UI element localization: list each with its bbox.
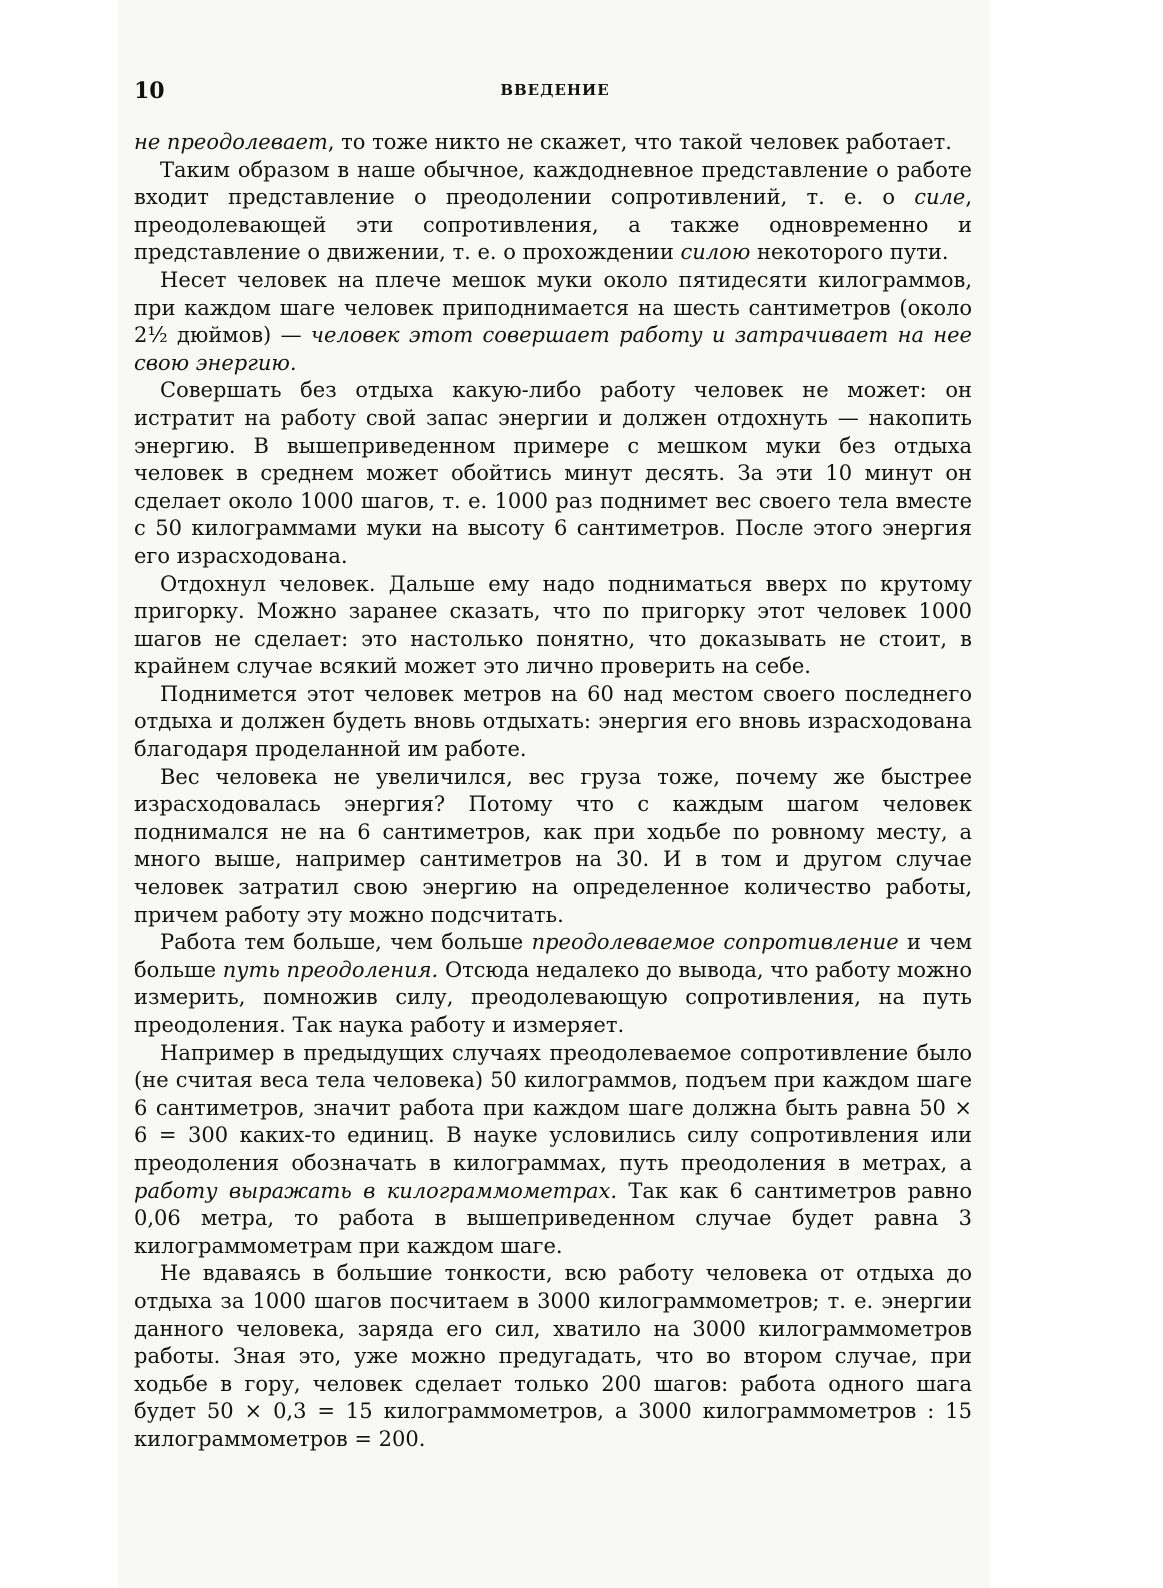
paragraph <box>134 764 972 930</box>
text-run: Совершать без отдыха какую-либо работу человек не может: он истратит на работу свой запас энергии и должен отдохнуть — накопить энергию. В вышеприведенном примере с мешком муки без отдыха человек в среднем может обойтись минут десять. За эти 10 минут он сделает около 1000 шагов, т. е. 1000 раз поднимет вес своего тела вместе с 50 килограммами муки на высоту 6 сантиметров. После этого энергия его израсходована. <box>134 378 972 568</box>
text-run: Отсюда недалеко до вывода, что работу можно измерить, помножив силу, преодолевающую сопротивления, на путь преодоления. Так наука работу и измеряет. <box>134 957 972 1037</box>
running-title: ВВЕДЕНИЕ <box>500 81 610 99</box>
text-run: Так как 6 сантиметров равно 0,06 метра, то работа в вышеприведенном случае будет равна 3 килограммометрам при каждом шаге. <box>134 1178 973 1258</box>
text-run: Несет человек на плече мешок муки около пятидесяти килограммов, при каждом шаге человек приподнимается на шесть сантиметров (около 2½ дюймов) — <box>134 267 972 348</box>
paragraph <box>134 1040 972 1261</box>
paragraph <box>134 377 972 570</box>
emphasized-text: путь преодоления. <box>222 957 439 982</box>
paragraph <box>134 1260 972 1453</box>
emphasized-text: не преодолевает <box>134 130 328 154</box>
text-run: Не вдаваясь в большие тонкости, всю работу человека от отдыха до отдыха за 1000 шагов посчитаем в 3000 килограммометров; т. е. энергии данного человека, заряда его сил, хватило на 3000 килограммометров работы. Зная это, уже можно предугадать, что во втором случае, при ходьбе в гору, человек сделает только 200 шагов: работа одного шага будет 50 × 0,3 = 15 килограммометров, а 3000 килограммометров : 15 килограммометров = 200. <box>134 1261 972 1451</box>
emphasized-text: человек этот совершает работу и затрачивает на нее свою энергию. <box>134 323 972 375</box>
emphasized-text: преодолеваемое сопротивление <box>531 930 899 955</box>
text-run: , преодолевающей эти сопротивления, а также одновременно и представление о движении, т. е. о прохождении <box>134 185 972 265</box>
paragraph <box>134 129 972 157</box>
text-run: Таким образом в наше обычное, каждодневное представление о работе входит представление о преодолении сопротивлений, т. е. о <box>134 157 972 210</box>
text-run: Вес человека не увеличился, вес груза тоже, почему же быстрее израсходовалась энергия? Потому что с каждым шагом человек поднимался не на 6 сантиметров, как при ходьбе по ровному месту, а много выше, например сантиметров на 30. И в том и другом случае человек затратил свою энергию на определенное количество работы, причем работу эту можно подсчитать. <box>134 764 972 927</box>
paragraph <box>134 681 972 764</box>
emphasized-text: силою <box>680 240 751 265</box>
paragraph <box>134 267 972 377</box>
text-run: Работа тем больше, чем больше <box>160 930 532 955</box>
page-header <box>134 78 976 112</box>
emphasized-text: силе <box>914 185 966 210</box>
paragraph <box>134 157 972 267</box>
emphasized-text: работу выражать в килограммометрах. <box>134 1178 618 1203</box>
text-run: и чем больше <box>134 930 972 982</box>
text-run: некоторого пути. <box>750 240 949 265</box>
paragraph <box>134 571 972 681</box>
text-run: Отдохнул человек. Дальше ему надо подниматься вверх по крутому пригорку. Можно заранее сказать, что по пригорку этот человек 1000 шагов не сделает: это настолько понятно, что доказывать не стоит, в крайнем случае всякий может это лично проверить на себе. <box>134 571 972 679</box>
text-run: Например в предыдущих случаях преодолеваемое сопротивление было (не считая веса тела человека) 50 килограммов, подъем при каждом шаге 6 сантиметров, значит работа при каждом шаге должна быть равна 50 × 6 = 300 каких-то единиц. В науке условились силу сопротивления или преодоления обозначать в килограммах, путь преодоления в метрах, а <box>134 1040 972 1175</box>
text-run: Поднимется этот человек метров на 60 над местом своего последнего отдыха и должен будеть вновь отдыхать: энергия его вновь израсходована благодаря проделанной им работе. <box>134 681 972 762</box>
body-text <box>134 129 972 1454</box>
page-number: 10 <box>134 78 165 104</box>
text-run: , то тоже никто не скажет, что такой человек работает. <box>327 130 952 154</box>
paragraph <box>134 929 972 1039</box>
